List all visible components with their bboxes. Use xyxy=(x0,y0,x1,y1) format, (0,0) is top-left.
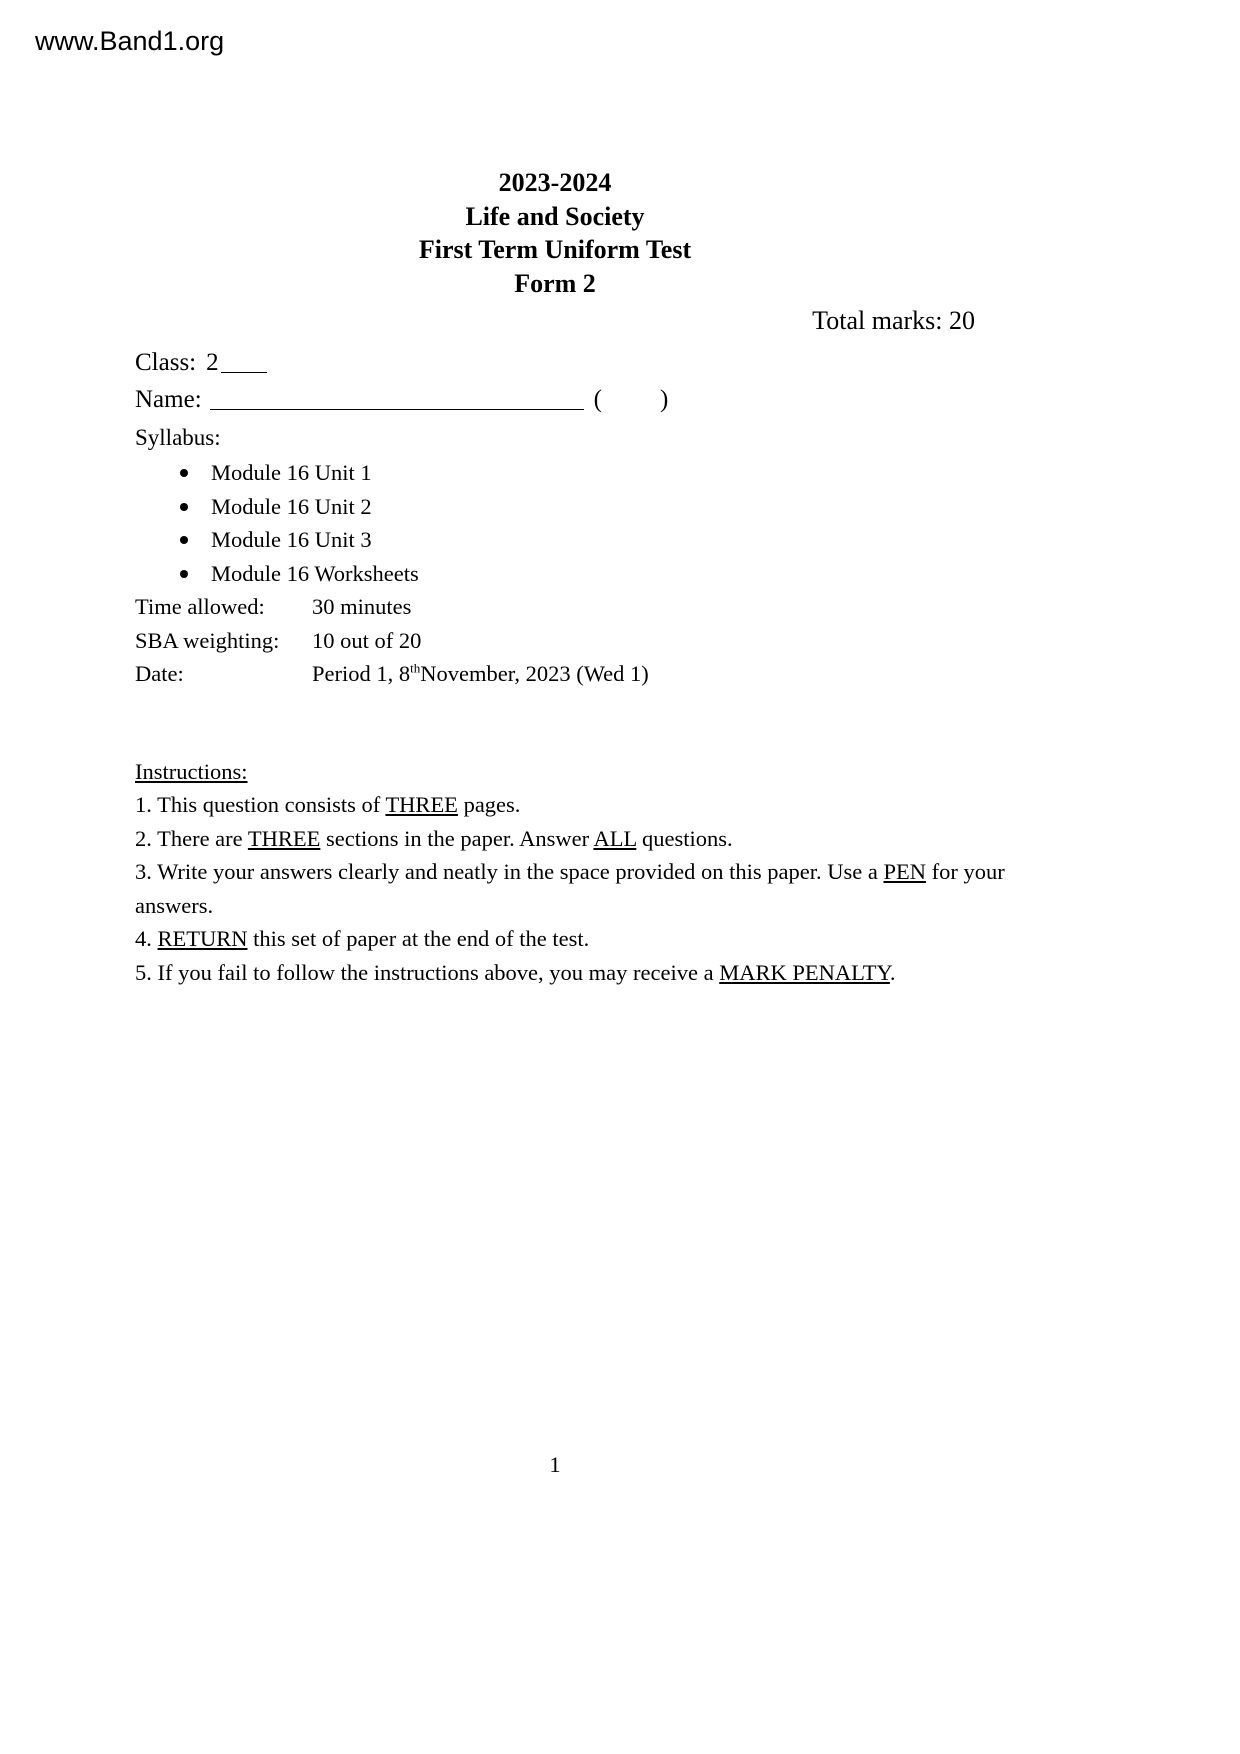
syllabus-item xyxy=(135,490,975,524)
bullet-icon xyxy=(180,536,188,544)
title-form: Form 2 xyxy=(514,268,596,298)
instructions-section xyxy=(135,755,1015,990)
class-line xyxy=(135,344,975,382)
syllabus-item-text: Module 16 Unit 2 xyxy=(211,493,372,519)
time-allowed-value: 30 minutes xyxy=(312,594,412,619)
title-subject: Life and Society xyxy=(465,201,645,231)
syllabus-list xyxy=(135,456,975,590)
date-value: Period 1, 8thNovember, 2023 (Wed 1) xyxy=(312,660,649,686)
class-number-parens xyxy=(594,386,669,413)
class-label: Class: xyxy=(135,348,197,376)
instruction-item-1: 1. This question consists of THREE pages. xyxy=(135,792,521,817)
syllabus-item xyxy=(135,557,975,591)
sba-weighting-label: SBA weighting: xyxy=(135,627,280,653)
open-paren: ( xyxy=(593,386,602,413)
instructions-heading: Instructions: xyxy=(135,758,248,784)
syllabus-item-text: Module 16 Unit 1 xyxy=(211,460,372,485)
title-test-name: First Term Uniform Test xyxy=(418,235,692,264)
sba-weighting-row xyxy=(135,624,975,658)
syllabus-item-text: Module 16 Unit 3 xyxy=(211,527,372,552)
title-block xyxy=(135,166,975,300)
instruction-item-3: 3. Write your answers clearly and neatly in the space provided on this paper. Use a PEN for your answers. xyxy=(135,859,1005,918)
time-allowed-label: Time allowed: xyxy=(135,594,265,619)
title-year: 2023-2024 xyxy=(498,168,612,197)
total-marks: Total marks: 20 xyxy=(812,306,975,335)
class-value: 2 xyxy=(206,348,219,376)
instruction-item-4: 4. RETURN this set of paper at the end of the test. xyxy=(135,926,590,951)
bullet-icon xyxy=(180,570,188,578)
close-paren: ) xyxy=(659,386,669,413)
name-blank-line xyxy=(210,389,584,410)
syllabus-item-text: Module 16 Worksheets xyxy=(211,560,419,586)
sba-weighting-value: 10 out of 20 xyxy=(312,627,422,653)
bullet-icon xyxy=(180,503,188,511)
syllabus-item xyxy=(135,456,975,490)
name-line xyxy=(135,381,975,419)
time-allowed-row xyxy=(135,590,975,624)
syllabus-label: Syllabus: xyxy=(135,424,221,450)
date-row xyxy=(135,657,975,691)
name-label: Name: xyxy=(135,386,202,413)
bullet-icon xyxy=(180,469,188,477)
content-area xyxy=(135,0,1005,989)
instruction-item-5: 5. If you fail to follow the instructions above, you may receive a MARK PENALTY. xyxy=(135,959,896,985)
site-watermark: www.Band1.org xyxy=(35,26,225,56)
page-number: 1 xyxy=(549,1452,561,1477)
date-label: Date: xyxy=(135,661,184,686)
instruction-item-2: 2. There are THREE sections in the paper. Answer ALL questions. xyxy=(135,825,733,851)
class-blank-line xyxy=(221,352,267,373)
syllabus-item xyxy=(135,523,975,557)
meta-rows xyxy=(135,590,975,691)
